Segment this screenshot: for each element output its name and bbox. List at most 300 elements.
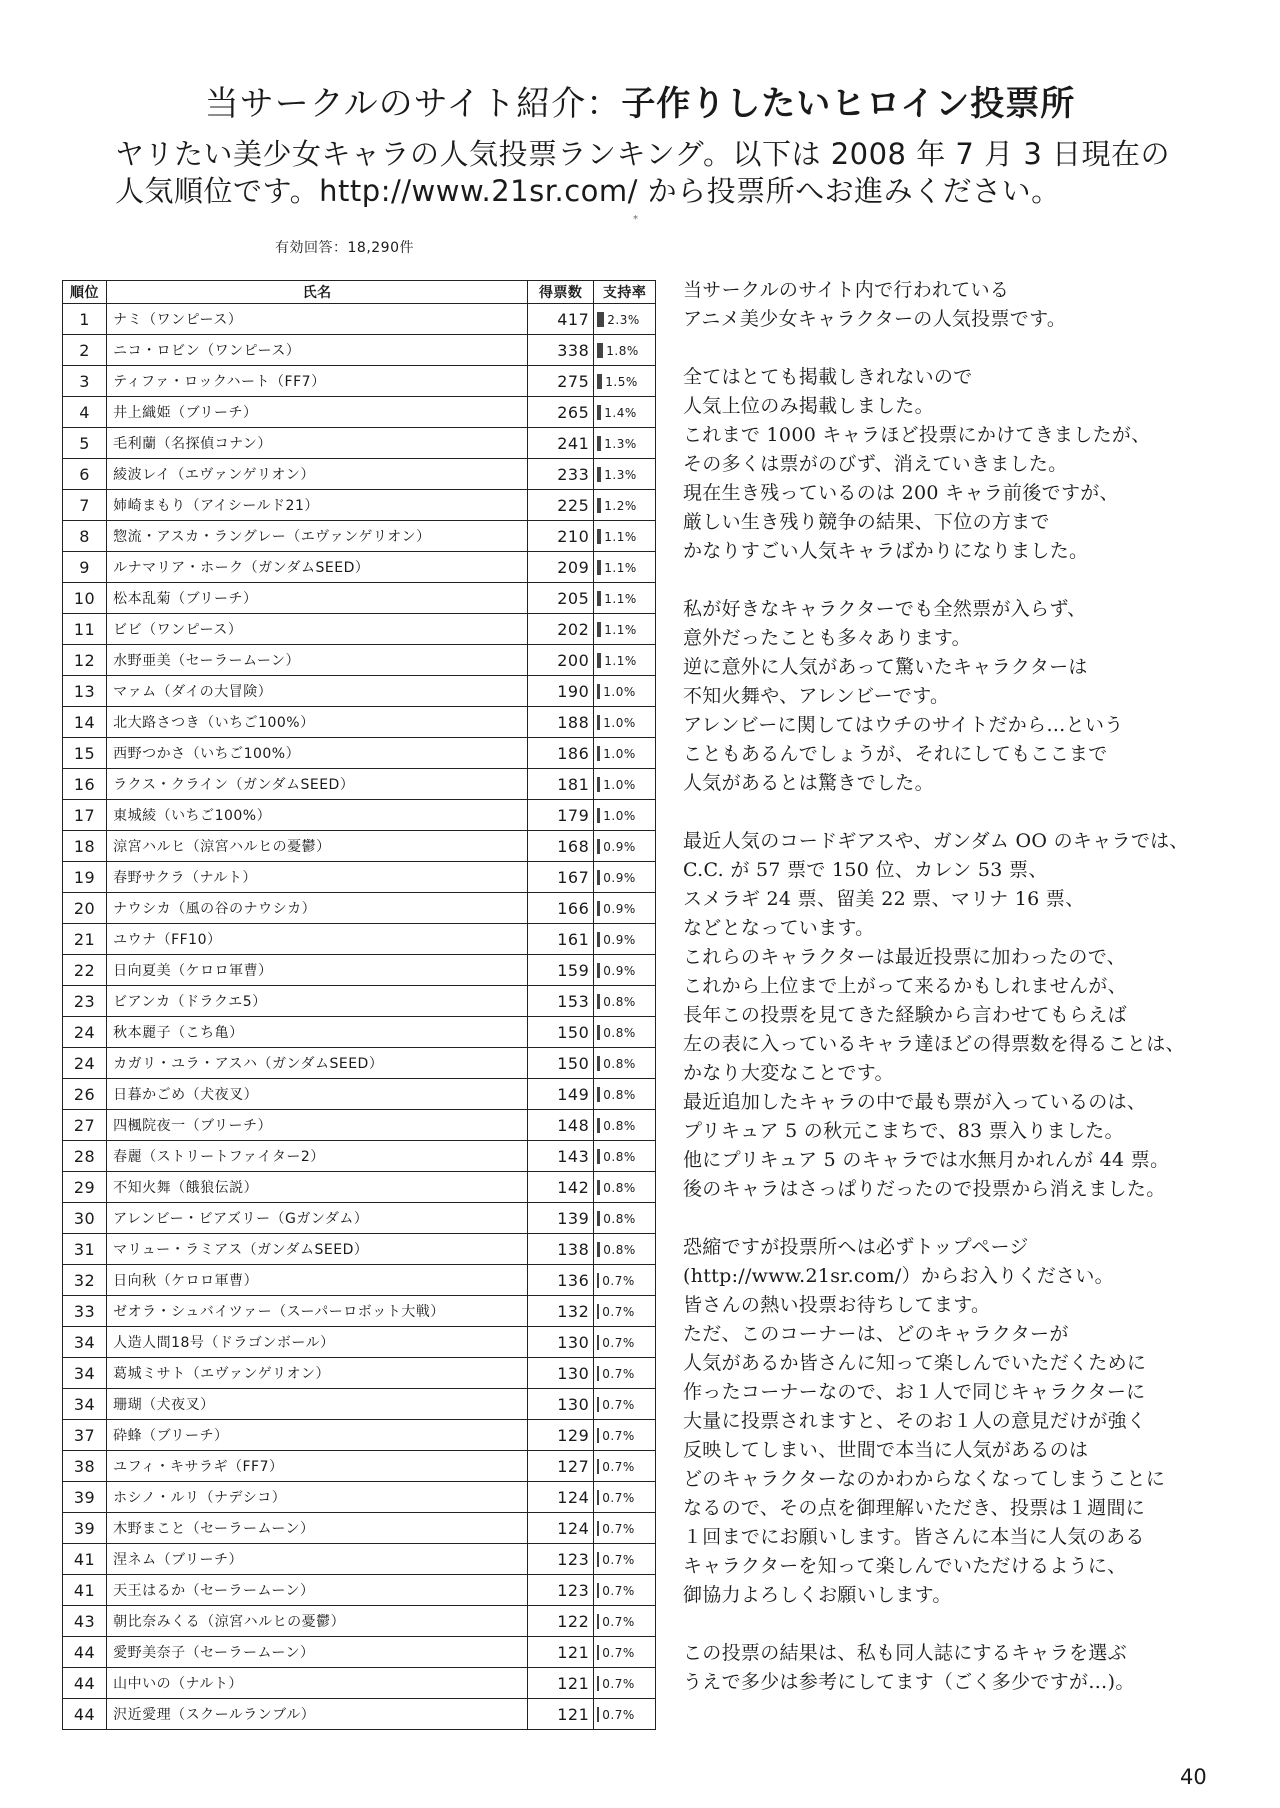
support-value: 0.8%	[603, 1025, 636, 1040]
table-row	[63, 769, 656, 800]
table-row	[63, 583, 656, 614]
support-cell	[594, 366, 656, 397]
name-cell: 愛野美奈子（セーラームーン）	[107, 1637, 528, 1668]
name-cell: 木野まこと（セーラームーン）	[107, 1513, 528, 1544]
votes-cell: 123	[528, 1575, 594, 1606]
support-value: 0.7%	[602, 1614, 635, 1629]
votes-cell: 153	[528, 986, 594, 1017]
paragraph-line: 後のキャラはさっぱりだったので投票から消えました。	[683, 1178, 1166, 1200]
table-row	[63, 1699, 656, 1730]
support-cell	[594, 707, 656, 738]
name-cell: 涅ネム（ブリーチ）	[107, 1544, 528, 1575]
rank-cell: 29	[63, 1172, 107, 1203]
rank-cell: 18	[63, 831, 107, 862]
name-cell: 春麗（ストリートファイター2）	[107, 1141, 528, 1172]
table-row	[63, 1637, 656, 1668]
rank-cell: 27	[63, 1110, 107, 1141]
name-cell: ルナマリア・ホーク（ガンダムSEED）	[107, 552, 528, 583]
support-value: 1.1%	[604, 560, 637, 575]
support-bar	[597, 312, 604, 327]
name-cell: ナミ（ワンピース）	[107, 304, 528, 335]
table-row	[63, 1606, 656, 1637]
votes-cell: 161	[528, 924, 594, 955]
support-cell	[594, 552, 656, 583]
title-prefix: 当サークルのサイト紹介：	[204, 84, 622, 124]
votes-cell: 150	[528, 1017, 594, 1048]
table-row	[63, 738, 656, 769]
header-votes: 得票数	[528, 281, 594, 304]
title-main: 子作りしたいヒロイン投票所	[621, 84, 1076, 124]
paragraph-line: アレンビーに関してはウチのサイトだから…という	[683, 714, 1124, 736]
rank-cell: 30	[63, 1203, 107, 1234]
paragraph	[683, 363, 1273, 566]
votes-cell: 123	[528, 1544, 594, 1575]
name-cell: 日向秋（ケロロ軍曹）	[107, 1265, 528, 1296]
support-cell	[594, 1606, 656, 1637]
support-bar	[597, 1149, 600, 1164]
paragraph	[683, 827, 1273, 1204]
name-cell: 葛城ミサト（エヴァンゲリオン）	[107, 1358, 528, 1389]
rank-cell: 34	[63, 1389, 107, 1420]
name-cell: 東城綾（いちご100%）	[107, 800, 528, 831]
rank-cell: 28	[63, 1141, 107, 1172]
support-value: 0.7%	[602, 1459, 635, 1474]
support-cell	[594, 490, 656, 521]
rank-cell: 2	[63, 335, 107, 366]
table-row	[63, 1389, 656, 1420]
paragraph-line: 大量に投票されますと、そのお１人の意見だけが強く	[683, 1410, 1147, 1432]
paragraph-line: 皆さんの熱い投票お待ちしてます。	[683, 1294, 991, 1316]
paragraph-line: １回までにお願いします。皆さんに本当に人気のある	[683, 1526, 1145, 1548]
support-value: 0.8%	[603, 1087, 636, 1102]
support-cell	[594, 1172, 656, 1203]
votes-cell: 124	[528, 1482, 594, 1513]
rank-cell: 7	[63, 490, 107, 521]
rank-cell: 1	[63, 304, 107, 335]
rank-cell: 13	[63, 676, 107, 707]
paragraph-line: キャラクターを知って楽しんでいただけるように、	[683, 1555, 1127, 1577]
votes-cell: 241	[528, 428, 594, 459]
support-cell	[594, 1699, 656, 1730]
table-row	[63, 676, 656, 707]
body-text	[683, 276, 1273, 1726]
support-bar	[597, 498, 601, 513]
support-value: 0.7%	[602, 1707, 635, 1722]
name-cell: マァム（ダイの大冒険）	[107, 676, 528, 707]
table-row	[63, 1575, 656, 1606]
table-row	[63, 1358, 656, 1389]
rank-cell: 41	[63, 1544, 107, 1575]
paragraph-line: 御協力よろしくお願いします。	[683, 1584, 952, 1606]
name-cell: 西野つかさ（いちご100%）	[107, 738, 528, 769]
intro-line: ヤリたい美少女キャラの人気投票ランキング。以下は 2008 年 7 月 3 日現在の	[115, 137, 1170, 171]
rank-cell: 4	[63, 397, 107, 428]
support-bar	[597, 932, 600, 947]
support-value: 1.0%	[603, 684, 636, 699]
support-bar	[597, 1614, 599, 1629]
support-value: 0.7%	[602, 1273, 635, 1288]
table-row	[63, 1141, 656, 1172]
table-row	[63, 304, 656, 335]
rank-cell: 8	[63, 521, 107, 552]
votes-cell: 121	[528, 1699, 594, 1730]
votes-cell: 167	[528, 862, 594, 893]
votes-cell: 233	[528, 459, 594, 490]
table-row	[63, 955, 656, 986]
header-name: 氏名	[107, 281, 528, 304]
support-bar	[597, 467, 601, 482]
table-row	[63, 614, 656, 645]
table-row	[63, 1296, 656, 1327]
support-bar	[597, 901, 600, 916]
support-cell	[594, 1482, 656, 1513]
name-cell: 松本乱菊（ブリーチ）	[107, 583, 528, 614]
table-row	[63, 707, 656, 738]
name-cell: 姉崎まもり（アイシールド21）	[107, 490, 528, 521]
name-cell: アレンビー・ビアズリー（Gガンダム）	[107, 1203, 528, 1234]
table-row	[63, 552, 656, 583]
paragraph-line: 当サークルのサイト内で行われている	[683, 279, 1010, 301]
support-bar	[597, 405, 601, 420]
support-cell	[594, 1637, 656, 1668]
votes-cell: 150	[528, 1048, 594, 1079]
support-bar	[597, 653, 601, 668]
rank-cell: 17	[63, 800, 107, 831]
support-value: 1.3%	[604, 467, 637, 482]
paragraph-line: 不知火舞や、アレンビーです。	[683, 685, 950, 707]
paragraph	[683, 595, 1273, 798]
name-cell: 天王はるか（セーラームーン）	[107, 1575, 528, 1606]
paragraph-line: 長年この投票を見てきた経験から言わせてもらえば	[683, 1004, 1127, 1026]
support-value: 0.8%	[603, 1118, 636, 1133]
table-row	[63, 1234, 656, 1265]
votes-cell: 205	[528, 583, 594, 614]
support-cell	[594, 1048, 656, 1079]
votes-cell: 139	[528, 1203, 594, 1234]
name-cell: 日向夏美（ケロロ軍曹）	[107, 955, 528, 986]
rank-cell: 34	[63, 1327, 107, 1358]
table-row	[63, 1110, 656, 1141]
votes-cell: 202	[528, 614, 594, 645]
support-value: 0.9%	[603, 963, 636, 978]
votes-cell: 168	[528, 831, 594, 862]
paragraph-line: 人気上位のみ掲載しました。	[683, 395, 934, 417]
support-bar	[597, 1118, 600, 1133]
support-bar	[597, 1707, 599, 1722]
paragraph-line: ただ、このコーナーは、どのキャラクターが	[683, 1323, 1069, 1345]
support-value: 0.9%	[603, 901, 636, 916]
name-cell: 朝比奈みくる（涼宮ハルヒの憂鬱）	[107, 1606, 528, 1637]
table-row	[63, 1482, 656, 1513]
votes-cell: 209	[528, 552, 594, 583]
support-bar	[597, 1211, 600, 1226]
rank-cell: 16	[63, 769, 107, 800]
table-row	[63, 986, 656, 1017]
support-bar	[597, 1273, 599, 1288]
rank-cell: 19	[63, 862, 107, 893]
votes-cell: 159	[528, 955, 594, 986]
table-row	[63, 645, 656, 676]
support-bar	[597, 622, 601, 637]
support-value: 0.7%	[602, 1490, 635, 1505]
votes-cell: 129	[528, 1420, 594, 1451]
paragraph-line: 私が好きなキャラクターでも全然票が入らず、	[683, 598, 1087, 620]
rank-cell: 39	[63, 1513, 107, 1544]
support-cell	[594, 986, 656, 1017]
support-value: 0.8%	[603, 1056, 636, 1071]
support-bar	[597, 870, 600, 885]
support-bar	[597, 1583, 599, 1598]
votes-cell: 190	[528, 676, 594, 707]
table-row	[63, 1668, 656, 1699]
support-bar	[597, 529, 601, 544]
name-cell: ビビ（ワンピース）	[107, 614, 528, 645]
rank-cell: 39	[63, 1482, 107, 1513]
support-cell	[594, 645, 656, 676]
support-cell	[594, 1327, 656, 1358]
votes-cell: 121	[528, 1637, 594, 1668]
support-cell	[594, 862, 656, 893]
table-row	[63, 1513, 656, 1544]
paragraph-line: 厳しい生き残り競争の結果、下位の方まで	[683, 511, 1050, 533]
votes-cell: 275	[528, 366, 594, 397]
rank-cell: 32	[63, 1265, 107, 1296]
name-cell: ホシノ・ルリ（ナデシコ）	[107, 1482, 528, 1513]
rank-cell: 37	[63, 1420, 107, 1451]
support-value: 1.1%	[604, 591, 637, 606]
name-cell: ビアンカ（ドラクエ5）	[107, 986, 528, 1017]
name-cell: 人造人間18号（ドラゴンボール）	[107, 1327, 528, 1358]
support-value: 0.8%	[603, 1149, 636, 1164]
votes-cell: 225	[528, 490, 594, 521]
votes-cell: 179	[528, 800, 594, 831]
support-bar	[597, 374, 602, 389]
votes-cell: 132	[528, 1296, 594, 1327]
paragraph-line: 人気があるとは驚きでした。	[683, 772, 934, 794]
paragraph-line: 人気があるか皆さんに知って楽しんでいただくために	[683, 1352, 1147, 1374]
support-cell	[594, 1203, 656, 1234]
paragraph-line: なるので、その点を御理解いただき、投票は１週間に	[683, 1497, 1146, 1519]
rank-cell: 44	[63, 1668, 107, 1699]
votes-cell: 124	[528, 1513, 594, 1544]
paragraph-line: 作ったコーナーなので、お１人で同じキャラクターに	[683, 1381, 1146, 1403]
rank-cell: 10	[63, 583, 107, 614]
votes-cell: 186	[528, 738, 594, 769]
support-cell	[594, 614, 656, 645]
rank-cell: 34	[63, 1358, 107, 1389]
table-row	[63, 366, 656, 397]
name-cell: カガリ・ユラ・アスハ（ガンダムSEED）	[107, 1048, 528, 1079]
votes-cell: 138	[528, 1234, 594, 1265]
name-cell: 水野亜美（セーラームーン）	[107, 645, 528, 676]
support-value: 0.8%	[603, 1242, 636, 1257]
support-cell	[594, 1544, 656, 1575]
support-cell	[594, 831, 656, 862]
support-value: 0.7%	[602, 1552, 635, 1567]
support-value: 1.1%	[604, 653, 637, 668]
paragraph-line: アニメ美少女キャラクターの人気投票です。	[683, 308, 1067, 330]
paragraph-line: これらのキャラクターは最近投票に加わったので、	[683, 946, 1126, 968]
table-header-row	[63, 281, 656, 304]
table-row	[63, 1420, 656, 1451]
support-bar	[597, 1366, 599, 1381]
support-cell	[594, 583, 656, 614]
paragraph-line: これから上位まで上がって来るかもしれませんが、	[683, 975, 1127, 997]
support-cell	[594, 1234, 656, 1265]
table-row	[63, 1327, 656, 1358]
support-value: 0.7%	[602, 1397, 635, 1412]
support-bar	[597, 591, 601, 606]
support-cell	[594, 955, 656, 986]
paragraph-line: その多くは票がのびず、消えていきました。	[683, 453, 1068, 475]
name-cell: 珊瑚（犬夜叉）	[107, 1389, 528, 1420]
table-row	[63, 521, 656, 552]
name-cell: 綾波レイ（エヴァンゲリオン）	[107, 459, 528, 490]
paragraph-line: 全てはとても掲載しきれないので	[683, 366, 973, 388]
support-cell	[594, 1296, 656, 1327]
rank-cell: 33	[63, 1296, 107, 1327]
table-row	[63, 1265, 656, 1296]
table-row	[63, 490, 656, 521]
table-row	[63, 1017, 656, 1048]
support-value: 0.8%	[603, 1180, 636, 1195]
support-value: 1.1%	[604, 622, 637, 637]
support-bar	[597, 808, 600, 823]
rank-cell: 3	[63, 366, 107, 397]
votes-cell: 122	[528, 1606, 594, 1637]
support-bar	[597, 1180, 600, 1195]
name-cell: 四楓院夜一（ブリーチ）	[107, 1110, 528, 1141]
intro-text	[115, 136, 1195, 210]
votes-cell: 130	[528, 1389, 594, 1420]
votes-cell: 121	[528, 1668, 594, 1699]
table-row	[63, 893, 656, 924]
table-row	[63, 428, 656, 459]
support-cell	[594, 428, 656, 459]
support-cell	[594, 397, 656, 428]
paragraph-line: プリキュア 5 の秋元こまちで、83 票入りました。	[683, 1120, 1124, 1142]
support-cell	[594, 676, 656, 707]
support-cell	[594, 1358, 656, 1389]
name-cell: ニコ・ロビン（ワンピース）	[107, 335, 528, 366]
paragraph-line: スメラギ 24 票、留美 22 票、マリナ 16 票、	[683, 888, 1085, 910]
paragraph-line: 最近追加したキャラの中で最も票が入っているのは、	[683, 1091, 1147, 1113]
support-bar	[597, 343, 603, 358]
support-cell	[594, 1079, 656, 1110]
support-cell	[594, 1017, 656, 1048]
name-cell: 春野サクラ（ナルト）	[107, 862, 528, 893]
paragraph-line: かなり大変なことです。	[683, 1062, 894, 1084]
support-cell	[594, 1575, 656, 1606]
support-bar	[597, 1490, 599, 1505]
table-row	[63, 1544, 656, 1575]
name-cell: ユウナ（FF10）	[107, 924, 528, 955]
support-bar	[597, 746, 600, 761]
star-mark: *	[633, 214, 638, 225]
intro-line: 人気順位です。http://www.21sr.com/ から投票所へお進みください。	[115, 174, 1061, 208]
support-bar	[597, 1056, 600, 1071]
rank-cell: 6	[63, 459, 107, 490]
support-bar	[597, 436, 601, 451]
support-bar	[597, 839, 600, 854]
support-value: 0.8%	[603, 994, 636, 1009]
paragraph-line: C.C. が 57 票で 150 位、カレン 53 票、	[683, 859, 1048, 881]
paragraph-line: これまで 1000 キャラほど投票にかけてきましたが、	[683, 424, 1151, 446]
rank-cell: 22	[63, 955, 107, 986]
support-bar	[597, 1552, 599, 1567]
support-value: 1.3%	[604, 436, 637, 451]
rank-cell: 14	[63, 707, 107, 738]
support-value: 0.9%	[603, 870, 636, 885]
support-value: 0.7%	[602, 1428, 635, 1443]
name-cell: 毛利蘭（名探偵コナン）	[107, 428, 528, 459]
support-cell	[594, 1451, 656, 1482]
support-cell	[594, 1110, 656, 1141]
support-value: 1.0%	[603, 746, 636, 761]
rank-cell: 11	[63, 614, 107, 645]
rank-cell: 44	[63, 1637, 107, 1668]
paragraph-line: (http://www.21sr.com/）からお入りください。	[683, 1265, 1114, 1287]
rank-cell: 21	[63, 924, 107, 955]
votes-cell: 265	[528, 397, 594, 428]
rank-cell: 9	[63, 552, 107, 583]
support-bar	[597, 1676, 599, 1691]
ranking-body	[63, 304, 656, 1730]
support-cell	[594, 1141, 656, 1172]
table-row	[63, 1079, 656, 1110]
rank-cell: 43	[63, 1606, 107, 1637]
support-value: 1.1%	[604, 529, 637, 544]
support-value: 0.7%	[602, 1583, 635, 1598]
support-bar	[597, 560, 601, 575]
support-bar	[597, 1397, 599, 1412]
name-cell: 日暮かごめ（犬夜叉）	[107, 1079, 528, 1110]
table-row	[63, 831, 656, 862]
name-cell: ゼオラ・シュバイツァー（スーパーロボット大戦）	[107, 1296, 528, 1327]
rank-cell: 5	[63, 428, 107, 459]
support-cell	[594, 924, 656, 955]
paragraph	[683, 276, 1273, 334]
paragraph-line: 恐縮ですが投票所へは必ずトップページ	[683, 1236, 1029, 1258]
support-bar	[597, 777, 600, 792]
votes-cell: 188	[528, 707, 594, 738]
support-bar	[597, 1459, 599, 1474]
rank-cell: 38	[63, 1451, 107, 1482]
rank-cell: 15	[63, 738, 107, 769]
support-value: 0.7%	[602, 1304, 635, 1319]
support-cell	[594, 1420, 656, 1451]
votes-cell: 142	[528, 1172, 594, 1203]
table-row	[63, 1203, 656, 1234]
table-row	[63, 459, 656, 490]
support-value: 0.7%	[602, 1645, 635, 1660]
ranking-table	[62, 280, 656, 1730]
support-cell	[594, 335, 656, 366]
rank-cell: 31	[63, 1234, 107, 1265]
name-cell: ラクス・クライン（ガンダムSEED）	[107, 769, 528, 800]
support-cell	[594, 459, 656, 490]
votes-cell: 130	[528, 1327, 594, 1358]
support-bar	[597, 1645, 599, 1660]
page-number: 40	[1180, 1765, 1207, 1789]
support-cell	[594, 738, 656, 769]
paragraph-line: 左の表に入っているキャラ達ほどの得票数を得ることは、	[683, 1033, 1185, 1055]
votes-cell: 338	[528, 335, 594, 366]
rank-cell: 20	[63, 893, 107, 924]
support-cell	[594, 893, 656, 924]
support-value: 2.3%	[607, 312, 640, 327]
paragraph-line: どのキャラクターなのかわからなくなってしまうことに	[683, 1468, 1166, 1490]
